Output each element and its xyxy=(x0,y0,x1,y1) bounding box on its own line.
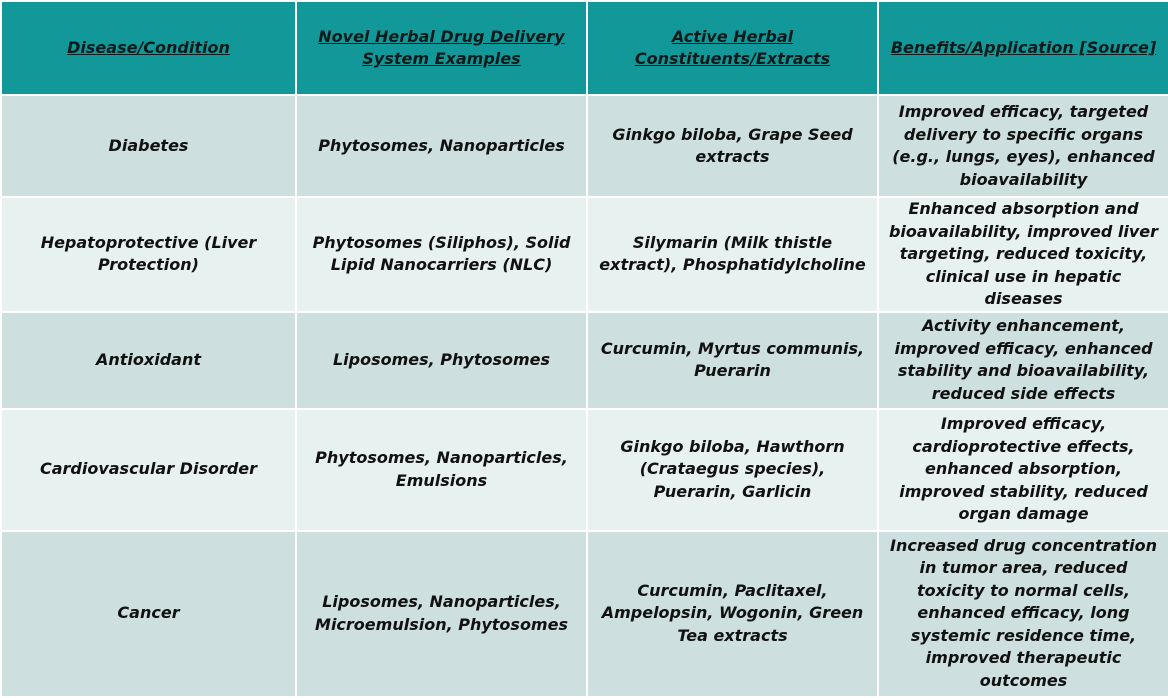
cell-delivery-system: Phytosomes, Nanoparticles xyxy=(296,95,587,197)
header-delivery-system: Novel Herbal Drug Delivery System Examples xyxy=(296,1,587,95)
cell-delivery-system: Phytosomes (Siliphos), Solid Lipid Nanocarriers (NLC) xyxy=(296,197,587,312)
header-benefits: Benefits/Application [Source] xyxy=(878,1,1168,95)
cell-constituents: Ginkgo biloba, Grape Seed extracts xyxy=(587,95,878,197)
table-row xyxy=(1,312,1168,409)
table-body xyxy=(1,95,1168,697)
header-disease: Disease/Condition xyxy=(1,1,296,95)
cell-delivery-system: Phytosomes, Nanoparticles, Emulsions xyxy=(296,409,587,531)
cell-constituents: Curcumin, Paclitaxel, Ampelopsin, Wogonin, Green Tea extracts xyxy=(587,531,878,697)
table-row xyxy=(1,531,1168,697)
cell-benefits: Activity enhancement, improved efficacy, enhanced stability and bioavailability, reduced side effects xyxy=(878,312,1168,409)
cell-constituents: Ginkgo biloba, Hawthorn (Crataegus species), Puerarin, Garlicin xyxy=(587,409,878,531)
cell-disease: Cardiovascular Disorder xyxy=(1,409,296,531)
header-constituents: Active Herbal Constituents/Extracts xyxy=(587,1,878,95)
cell-benefits: Enhanced absorption and bioavailability, improved liver targeting, reduced toxicity, clinical use in hepatic diseases xyxy=(878,197,1168,312)
cell-disease: Cancer xyxy=(1,531,296,697)
table-header xyxy=(1,1,1168,95)
cell-delivery-system: Liposomes, Phytosomes xyxy=(296,312,587,409)
header-row xyxy=(1,1,1168,95)
cell-benefits: Improved efficacy, targeted delivery to specific organs (e.g., lungs, eyes), enhanced bioavailability xyxy=(878,95,1168,197)
cell-disease: Antioxidant xyxy=(1,312,296,409)
table-row xyxy=(1,197,1168,312)
cell-constituents: Silymarin (Milk thistle extract), Phosphatidylcholine xyxy=(587,197,878,312)
cell-disease: Hepatoprotective (Liver Protection) xyxy=(1,197,296,312)
cell-disease: Diabetes xyxy=(1,95,296,197)
cell-constituents: Curcumin, Myrtus communis, Puerarin xyxy=(587,312,878,409)
table-row xyxy=(1,409,1168,531)
cell-benefits: Increased drug concentration in tumor area, reduced toxicity to normal cells, enhanced efficacy, long systemic residence time, improved therapeutic outcomes xyxy=(878,531,1168,697)
table-row xyxy=(1,95,1168,197)
cell-delivery-system: Liposomes, Nanoparticles, Microemulsion, Phytosomes xyxy=(296,531,587,697)
cell-benefits: Improved efficacy, cardioprotective effects, enhanced absorption, improved stability, reduced organ damage xyxy=(878,409,1168,531)
